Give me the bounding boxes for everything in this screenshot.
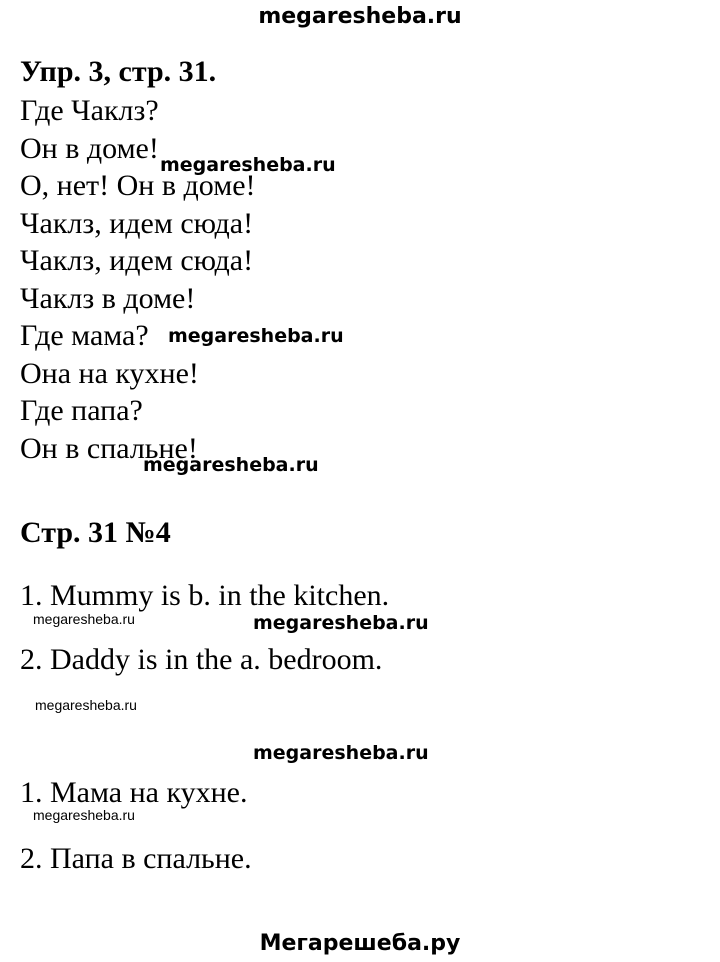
- watermark: megaresheba.ru: [143, 454, 319, 476]
- answer-ru-2: 2. Папа в спальне.: [20, 842, 252, 875]
- answer-ru-1: 1. Мама на кухне.: [20, 776, 248, 809]
- footer-brand: Мегарешеба.ру: [259, 931, 461, 956]
- watermark: megaresheba.ru: [35, 697, 137, 713]
- poem-line: Где папа?: [20, 394, 143, 427]
- poem-line: Он в доме!: [20, 131, 159, 165]
- answer-en-2: 2. Daddy is in the a. bedroom.: [20, 643, 383, 676]
- watermark: megaresheba.ru: [253, 742, 429, 764]
- watermark: megaresheba.ru: [168, 325, 344, 347]
- poem-line: Где мама?: [20, 319, 149, 352]
- exercise-3-heading: Упр. 3, стр. 31.: [20, 55, 217, 88]
- poem-line: Чаклз, идем сюда!: [20, 206, 254, 240]
- watermark-top: megaresheba.ru: [258, 4, 462, 29]
- watermark: megaresheba.ru: [33, 611, 135, 627]
- watermark: megaresheba.ru: [33, 807, 135, 823]
- poem-line: Чаклз, идем сюда!: [20, 244, 254, 277]
- watermark: megaresheba.ru: [160, 154, 336, 176]
- exercise-3-poem: [20, 92, 256, 467]
- watermark: megaresheba.ru: [253, 612, 429, 634]
- exercise-4-heading: Стр. 31 №4: [20, 516, 171, 549]
- poem-line: Он в спальне!: [20, 431, 198, 465]
- poem-line: Где Чаклз?: [20, 94, 159, 127]
- poem-line: Чаклз в доме!: [20, 281, 196, 315]
- answer-en-1: 1. Mummy is b. in the kitchen.: [20, 579, 390, 612]
- poem-line: О, нет! Он в доме!: [20, 169, 256, 202]
- poem-line: Она на кухне!: [20, 356, 199, 390]
